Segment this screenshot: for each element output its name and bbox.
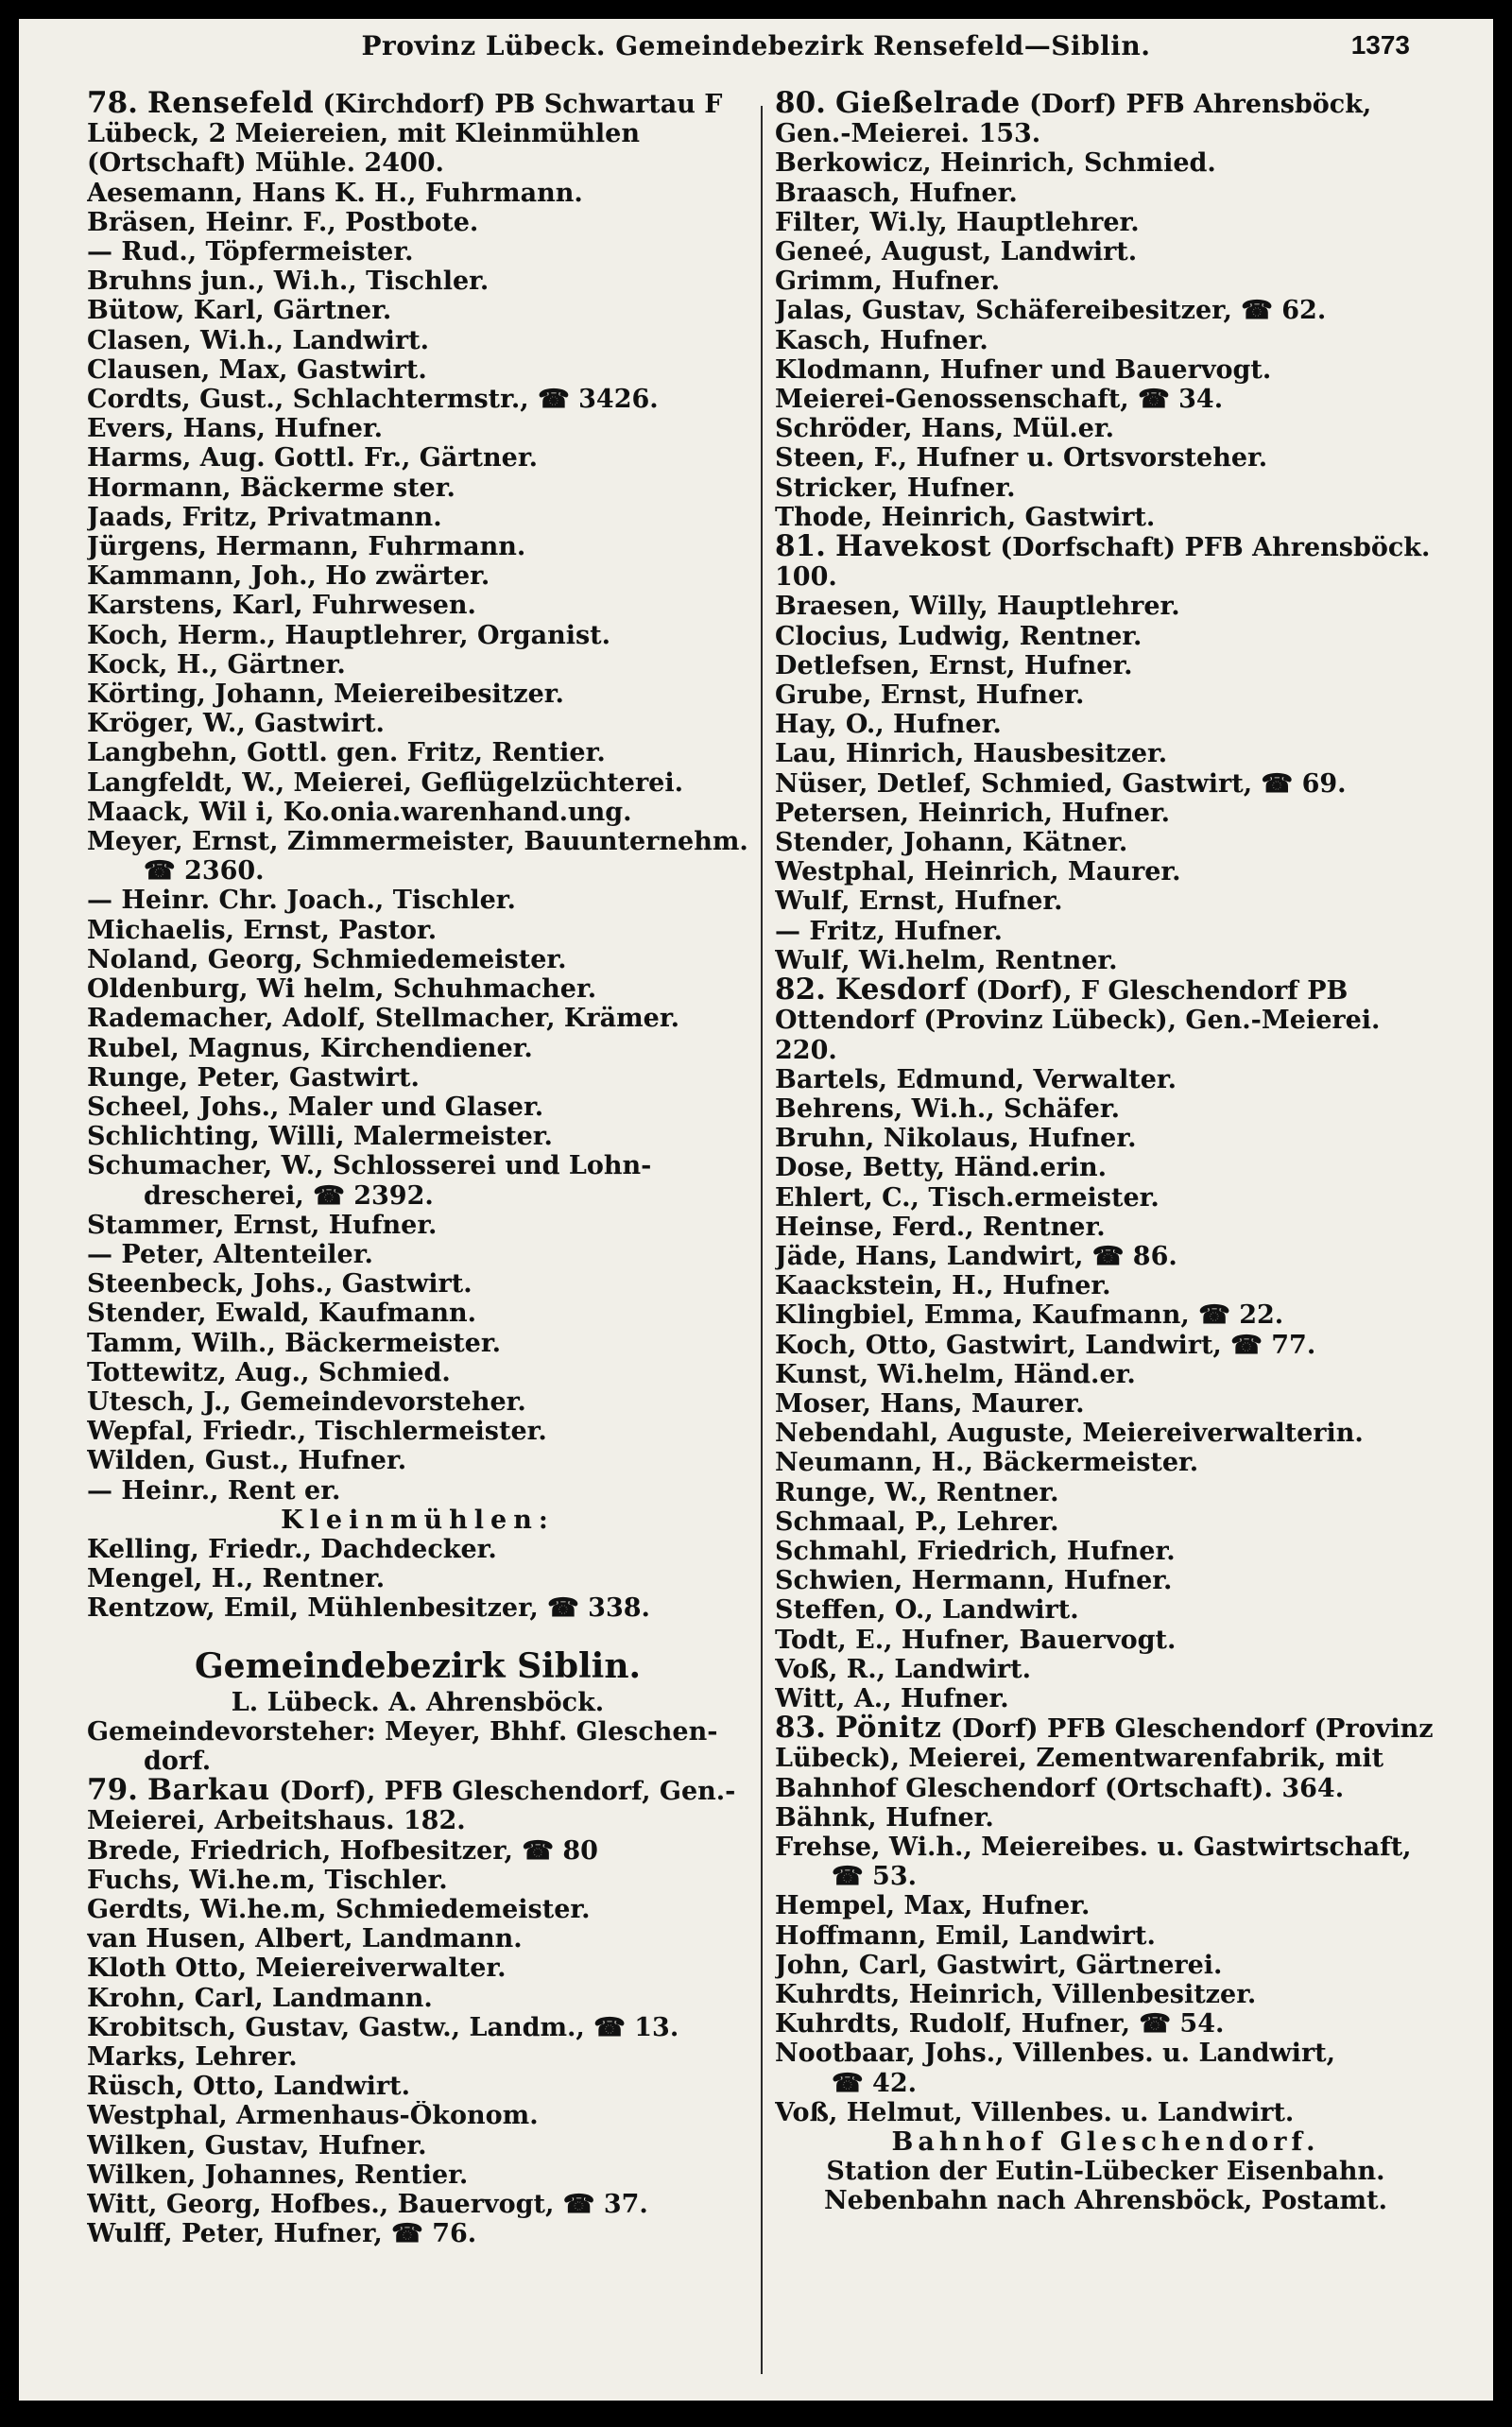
resident-entry: ☎ 53. xyxy=(832,1862,918,1892)
place-name: Havekost xyxy=(834,532,991,564)
resident-entry: Kloth Otto, Meiereiverwalter. xyxy=(87,1954,507,1984)
resident-entry: Steenbeck, Johs., Gastwirt. xyxy=(87,1269,472,1300)
resident-entry: Evers, Hans, Hufner. xyxy=(87,414,384,444)
resident-entry: Bräsen, Heinr. F., Postbote. xyxy=(87,207,479,237)
resident-entry: Clocius, Ludwig, Rentner. xyxy=(775,621,1143,651)
resident-entry: Schwien, Hermann, Hufner. xyxy=(775,1566,1173,1596)
resident-entry: Gemeindevorsteher: Meyer, Bhhf. Gleschen- xyxy=(87,1716,718,1747)
resident-entry: Grube, Ernst, Hufner. xyxy=(775,680,1085,711)
place-number: 80. xyxy=(775,89,826,120)
resident-entry: Wilden, Gust., Hufner. xyxy=(87,1446,407,1476)
resident-entry: Stender, Ewald, Kaufmann. xyxy=(87,1299,477,1329)
resident-entry: Wulff, Peter, Hufner, ☎ 76. xyxy=(87,2219,477,2249)
resident-entry: Stender, Johann, Kätner. xyxy=(775,828,1128,858)
place-details: (Dorf), PFB Gleschendorf, Gen.-Meierei, Arbeitshaus. 182. xyxy=(87,1777,736,1836)
resident-entry: Krobitsch, Gustav, Gastw., Landm., ☎ 13. xyxy=(87,2012,679,2042)
resident-entry: Koch, Herm., Hauptlehrer, Organist. xyxy=(87,620,611,650)
resident-entry: Filter, Wi.ly, Hauptlehrer. xyxy=(775,207,1140,237)
page-header xyxy=(19,28,1493,72)
resident-entry: Thode, Heinrich, Gastwirt. xyxy=(775,502,1156,532)
resident-entry: Tamm, Wilh., Bäckermeister. xyxy=(87,1328,501,1358)
resident-entry: Bütow, Karl, Gärtner. xyxy=(87,296,392,326)
resident-entry: Hempel, Max, Hufner. xyxy=(775,1891,1091,1921)
resident-entry: Behrens, Wi.h., Schäfer. xyxy=(775,1093,1121,1124)
resident-entry: Nootbaar, Johs., Villenbes. u. Landwirt, xyxy=(775,2039,1336,2069)
resident-entry: Kröger, W., Gastwirt. xyxy=(87,709,385,739)
place-entry xyxy=(775,532,1436,592)
place-details: (Kirchdorf) PB Schwartau F Lübeck, 2 Meiereien, mit Kleinmühlen (Ortschaft) Mühle. 2400. xyxy=(87,90,723,179)
resident-entry: Berkowicz, Heinrich, Schmied. xyxy=(775,148,1216,179)
resident-entry: Stricker, Hufner. xyxy=(775,473,1016,503)
place-entry xyxy=(775,1713,1436,1803)
resident-entry: Kelling, Friedr., Dachdecker. xyxy=(87,1534,497,1564)
resident-entry: Stammer, Ernst, Hufner. xyxy=(87,1210,438,1240)
page-number: 1373 xyxy=(1350,30,1410,60)
subsection-heading: Kleinmühlen: xyxy=(281,1505,555,1535)
resident-entry: Noland, Georg, Schmiedemeister. xyxy=(87,944,567,974)
resident-entry: Nüser, Detlef, Schmied, Gastwirt, ☎ 69. xyxy=(775,768,1347,799)
resident-entry: Petersen, Heinrich, Hufner. xyxy=(775,798,1171,828)
place-entry xyxy=(775,975,1436,1065)
resident-entry: Klingbiel, Emma, Kaufmann, ☎ 22. xyxy=(775,1300,1284,1331)
place-details: (Dorfschaft) PFB Ahrensböck. 100. xyxy=(775,533,1431,593)
resident-entry: Voß, R., Landwirt. xyxy=(775,1654,1032,1684)
resident-entry: Jalas, Gustav, Schäfereibesitzer, ☎ 62. xyxy=(775,296,1327,326)
resident-entry: Hoffmann, Emil, Landwirt. xyxy=(775,1920,1156,1951)
resident-entry: Grimm, Hufner. xyxy=(775,267,1001,297)
place-number: 79. xyxy=(87,1776,138,1808)
resident-entry: Nebendahl, Auguste, Meiereiverwalterin. xyxy=(775,1419,1364,1449)
column-divider xyxy=(761,106,763,2374)
resident-entry: Scheel, Johs., Maler und Glaser. xyxy=(87,1092,544,1122)
resident-entry: Rademacher, Adolf, Stellmacher, Krämer. xyxy=(87,1004,680,1034)
resident-entry: Maack, Wil i, Ko.onia.warenhand.ung. xyxy=(87,797,632,827)
resident-entry: Langbehn, Gottl. gen. Fritz, Rentier. xyxy=(87,738,606,768)
resident-entry: Geneé, August, Landwirt. xyxy=(775,237,1138,267)
place-details: (Dorf) PFB Ahrensböck, Gen.-Meierei. 153. xyxy=(775,90,1372,149)
resident-entry: Lau, Hinrich, Hausbesitzer. xyxy=(775,739,1168,769)
resident-entry: — Heinr., Rent er. xyxy=(87,1475,341,1506)
resident-entry: Steen, F., Hufner u. Ortsvorsteher. xyxy=(775,443,1268,473)
resident-entry: Schmahl, Friedrich, Hufner. xyxy=(775,1536,1176,1566)
resident-entry: Moser, Hans, Maurer. xyxy=(775,1388,1085,1419)
resident-entry: Schumacher, W., Schlosserei und Lohn- xyxy=(87,1151,652,1181)
place-number: 83. xyxy=(775,1713,826,1746)
place-entry xyxy=(775,89,1436,148)
resident-entry: Rentzow, Emil, Mühlenbesitzer, ☎ 338. xyxy=(87,1593,650,1624)
resident-entry: Hormann, Bäckerme ster. xyxy=(87,473,455,503)
resident-entry: Fuchs, Wi.he.m, Tischler. xyxy=(87,1865,448,1895)
resident-entry: Brede, Friedrich, Hofbesitzer, ☎ 80 xyxy=(87,1835,598,1866)
resident-entry: Kock, H., Gärtner. xyxy=(87,649,346,680)
resident-entry: Heinse, Ferd., Rentner. xyxy=(775,1212,1106,1242)
resident-entry: Aesemann, Hans K. H., Fuhrmann. xyxy=(87,178,583,208)
resident-entry: Oldenburg, Wi helm, Schuhmacher. xyxy=(87,974,597,1005)
resident-entry: Wulf, Ernst, Hufner. xyxy=(775,886,1063,917)
place-name: Kesdorf xyxy=(834,975,967,1007)
resident-entry: Wilken, Gustav, Hufner. xyxy=(87,2130,427,2160)
resident-entry: Wilken, Johannes, Rentier. xyxy=(87,2160,469,2190)
resident-entry: Voß, Helmut, Villenbes. u. Landwirt. xyxy=(775,2097,1295,2127)
place-entry xyxy=(87,1776,748,1835)
resident-entry: Wulf, Wi.helm, Rentner. xyxy=(775,945,1118,975)
resident-entry: Runge, W., Rentner. xyxy=(775,1477,1059,1507)
place-details: (Dorf), F Gleschendorf PB Ottendorf (Provinz Lübeck), Gen.-Meierei. 220. xyxy=(775,976,1381,1065)
resident-entry: John, Carl, Gastwirt, Gärtnerei. xyxy=(775,1950,1223,1980)
left-column xyxy=(87,89,748,2385)
resident-entry: Bähnk, Hufner. xyxy=(775,1802,994,1833)
resident-entry: Witt, Georg, Hofbes., Bauervogt, ☎ 37. xyxy=(87,2190,648,2220)
resident-entry: Schröder, Hans, Mül.er. xyxy=(775,414,1115,444)
resident-entry: Jaads, Fritz, Privatmann. xyxy=(87,502,442,532)
centered-line: Nebenbahn nach Ahrensböck, Postamt. xyxy=(823,2186,1388,2216)
resident-entry: Braesen, Willy, Hauptlehrer. xyxy=(775,592,1180,622)
resident-entry: Todt, E., Hufner, Bauervogt. xyxy=(775,1625,1177,1655)
resident-entry: Koch, Otto, Gastwirt, Landwirt, ☎ 77. xyxy=(775,1330,1316,1360)
district-heading: Gemeindebezirk Siblin. xyxy=(194,1645,642,1686)
place-number: 78. xyxy=(87,89,138,120)
resident-entry: Langfeldt, W., Meierei, Geflügelzüchterei. xyxy=(87,767,684,798)
centered-line: L. Lübeck. A. Ahrensböck. xyxy=(231,1687,605,1717)
resident-entry: Harms, Aug. Gottl. Fr., Gärtner. xyxy=(87,443,538,473)
resident-entry: drescherei, ☎ 2392. xyxy=(144,1180,434,1211)
place-name: Gießelrade xyxy=(834,89,1021,120)
resident-entry: Jäde, Hans, Landwirt, ☎ 86. xyxy=(775,1241,1177,1271)
station-heading: Bahnhof Gleschendorf. xyxy=(891,2127,1320,2158)
resident-entry: Braasch, Hufner. xyxy=(775,178,1018,208)
place-name: Pönitz xyxy=(834,1713,942,1746)
resident-entry: — Rud., Töpfermeister. xyxy=(87,237,414,267)
resident-entry: Schmaal, P., Lehrer. xyxy=(775,1506,1059,1537)
resident-entry: Frehse, Wi.h., Meiereibes. u. Gastwirtschaft, xyxy=(775,1832,1412,1862)
resident-entry: — Peter, Altenteiler. xyxy=(87,1239,373,1269)
resident-entry: Marks, Lehrer. xyxy=(87,2042,298,2072)
resident-entry: Meyer, Ernst, Zimmermeister, Bauunternehm. xyxy=(87,827,748,857)
centered-line: Station der Eutin-Lübecker Eisenbahn. xyxy=(826,2157,1385,2187)
place-name: Rensefeld xyxy=(146,89,315,120)
resident-entry: Kaackstein, H., Hufner. xyxy=(775,1271,1111,1301)
resident-entry: Bruhns jun., Wi.h., Tischler. xyxy=(87,267,490,297)
place-details: (Dorf) PFB Gleschendorf (Provinz Lübeck), Meierei, Zementwarenfabrik, mit Bahnhof Gleschendorf (Ortschaft). 364. xyxy=(775,1714,1434,1803)
resident-entry: Kasch, Hufner. xyxy=(775,325,988,355)
resident-entry: Hay, O., Hufner. xyxy=(775,710,1002,740)
place-name: Barkau xyxy=(146,1776,270,1808)
resident-entry: — Fritz, Hufner. xyxy=(775,916,1003,946)
resident-entry: Körting, Johann, Meiereibesitzer. xyxy=(87,680,564,710)
resident-entry: Utesch, J., Gemeindevorsteher. xyxy=(87,1386,526,1417)
place-entry xyxy=(87,89,748,179)
resident-entry: Clausen, Max, Gastwirt. xyxy=(87,354,427,385)
resident-entry: Wepfal, Friedr., Tischlermeister. xyxy=(87,1417,547,1447)
resident-entry: Schlichting, Willi, Malermeister. xyxy=(87,1122,553,1152)
resident-entry: Runge, Peter, Gastwirt. xyxy=(87,1062,420,1093)
resident-entry: Kuhrdts, Rudolf, Hufner, ☎ 54. xyxy=(775,2009,1225,2040)
resident-entry: Kuhrdts, Heinrich, Villenbesitzer. xyxy=(775,1980,1257,2009)
resident-entry: — Heinr. Chr. Joach., Tischler. xyxy=(87,886,516,916)
resident-entry: Kammann, Joh., Ho zwärter. xyxy=(87,561,490,592)
resident-entry: Neumann, H., Bäckermeister. xyxy=(775,1448,1199,1478)
resident-entry: Jürgens, Hermann, Fuhrmann. xyxy=(87,532,526,562)
resident-entry: Krohn, Carl, Landmann. xyxy=(87,1983,433,2013)
resident-entry: Witt, A., Hufner. xyxy=(775,1683,1009,1713)
resident-entry: Gerdts, Wi.he.m, Schmiedemeister. xyxy=(87,1894,591,1924)
resident-entry: Meierei-Genossenschaft, ☎ 34. xyxy=(775,385,1224,415)
resident-entry: Rubel, Magnus, Kirchendiener. xyxy=(87,1033,533,1063)
resident-entry: ☎ 42. xyxy=(832,2068,918,2098)
resident-entry: Westphal, Armenhaus-Ökonom. xyxy=(87,2101,539,2131)
resident-entry: dorf. xyxy=(144,1746,212,1776)
resident-entry: Dose, Betty, Händ.erin. xyxy=(775,1153,1108,1183)
right-column xyxy=(775,89,1436,2385)
resident-entry: Westphal, Heinrich, Maurer. xyxy=(775,857,1181,887)
resident-entry: Kunst, Wi.helm, Händ.er. xyxy=(775,1359,1136,1389)
resident-entry: Rüsch, Otto, Landwirt. xyxy=(87,2072,410,2102)
resident-entry: Detlefsen, Ernst, Hufner. xyxy=(775,650,1133,680)
resident-entry: Bruhn, Nikolaus, Hufner. xyxy=(775,1124,1137,1154)
place-number: 81. xyxy=(775,532,826,564)
resident-entry: Karstens, Karl, Fuhrwesen. xyxy=(87,591,476,621)
resident-entry: Klodmann, Hufner und Bauervogt. xyxy=(775,354,1272,385)
running-title: Provinz Lübeck. Gemeindebezirk Rensefeld—Siblin. xyxy=(361,30,1151,61)
directory-page xyxy=(19,19,1493,2401)
resident-entry: Tottewitz, Aug., Schmied. xyxy=(87,1357,451,1387)
resident-entry: Steffen, O., Landwirt. xyxy=(775,1595,1079,1626)
resident-entry: van Husen, Albert, Landmann. xyxy=(87,1924,523,1954)
place-number: 82. xyxy=(775,975,826,1007)
resident-entry: Ehlert, C., Tisch.ermeister. xyxy=(775,1182,1160,1213)
resident-entry: Cordts, Gust., Schlachtermstr., ☎ 3426. xyxy=(87,385,659,415)
resident-entry: Michaelis, Ernst, Pastor. xyxy=(87,915,438,945)
resident-entry: Bartels, Edmund, Verwalter. xyxy=(775,1064,1177,1094)
resident-entry: ☎ 2360. xyxy=(144,856,265,886)
resident-entry: Clasen, Wi.h., Landwirt. xyxy=(87,325,429,355)
resident-entry: Mengel, H., Rentner. xyxy=(87,1564,386,1594)
